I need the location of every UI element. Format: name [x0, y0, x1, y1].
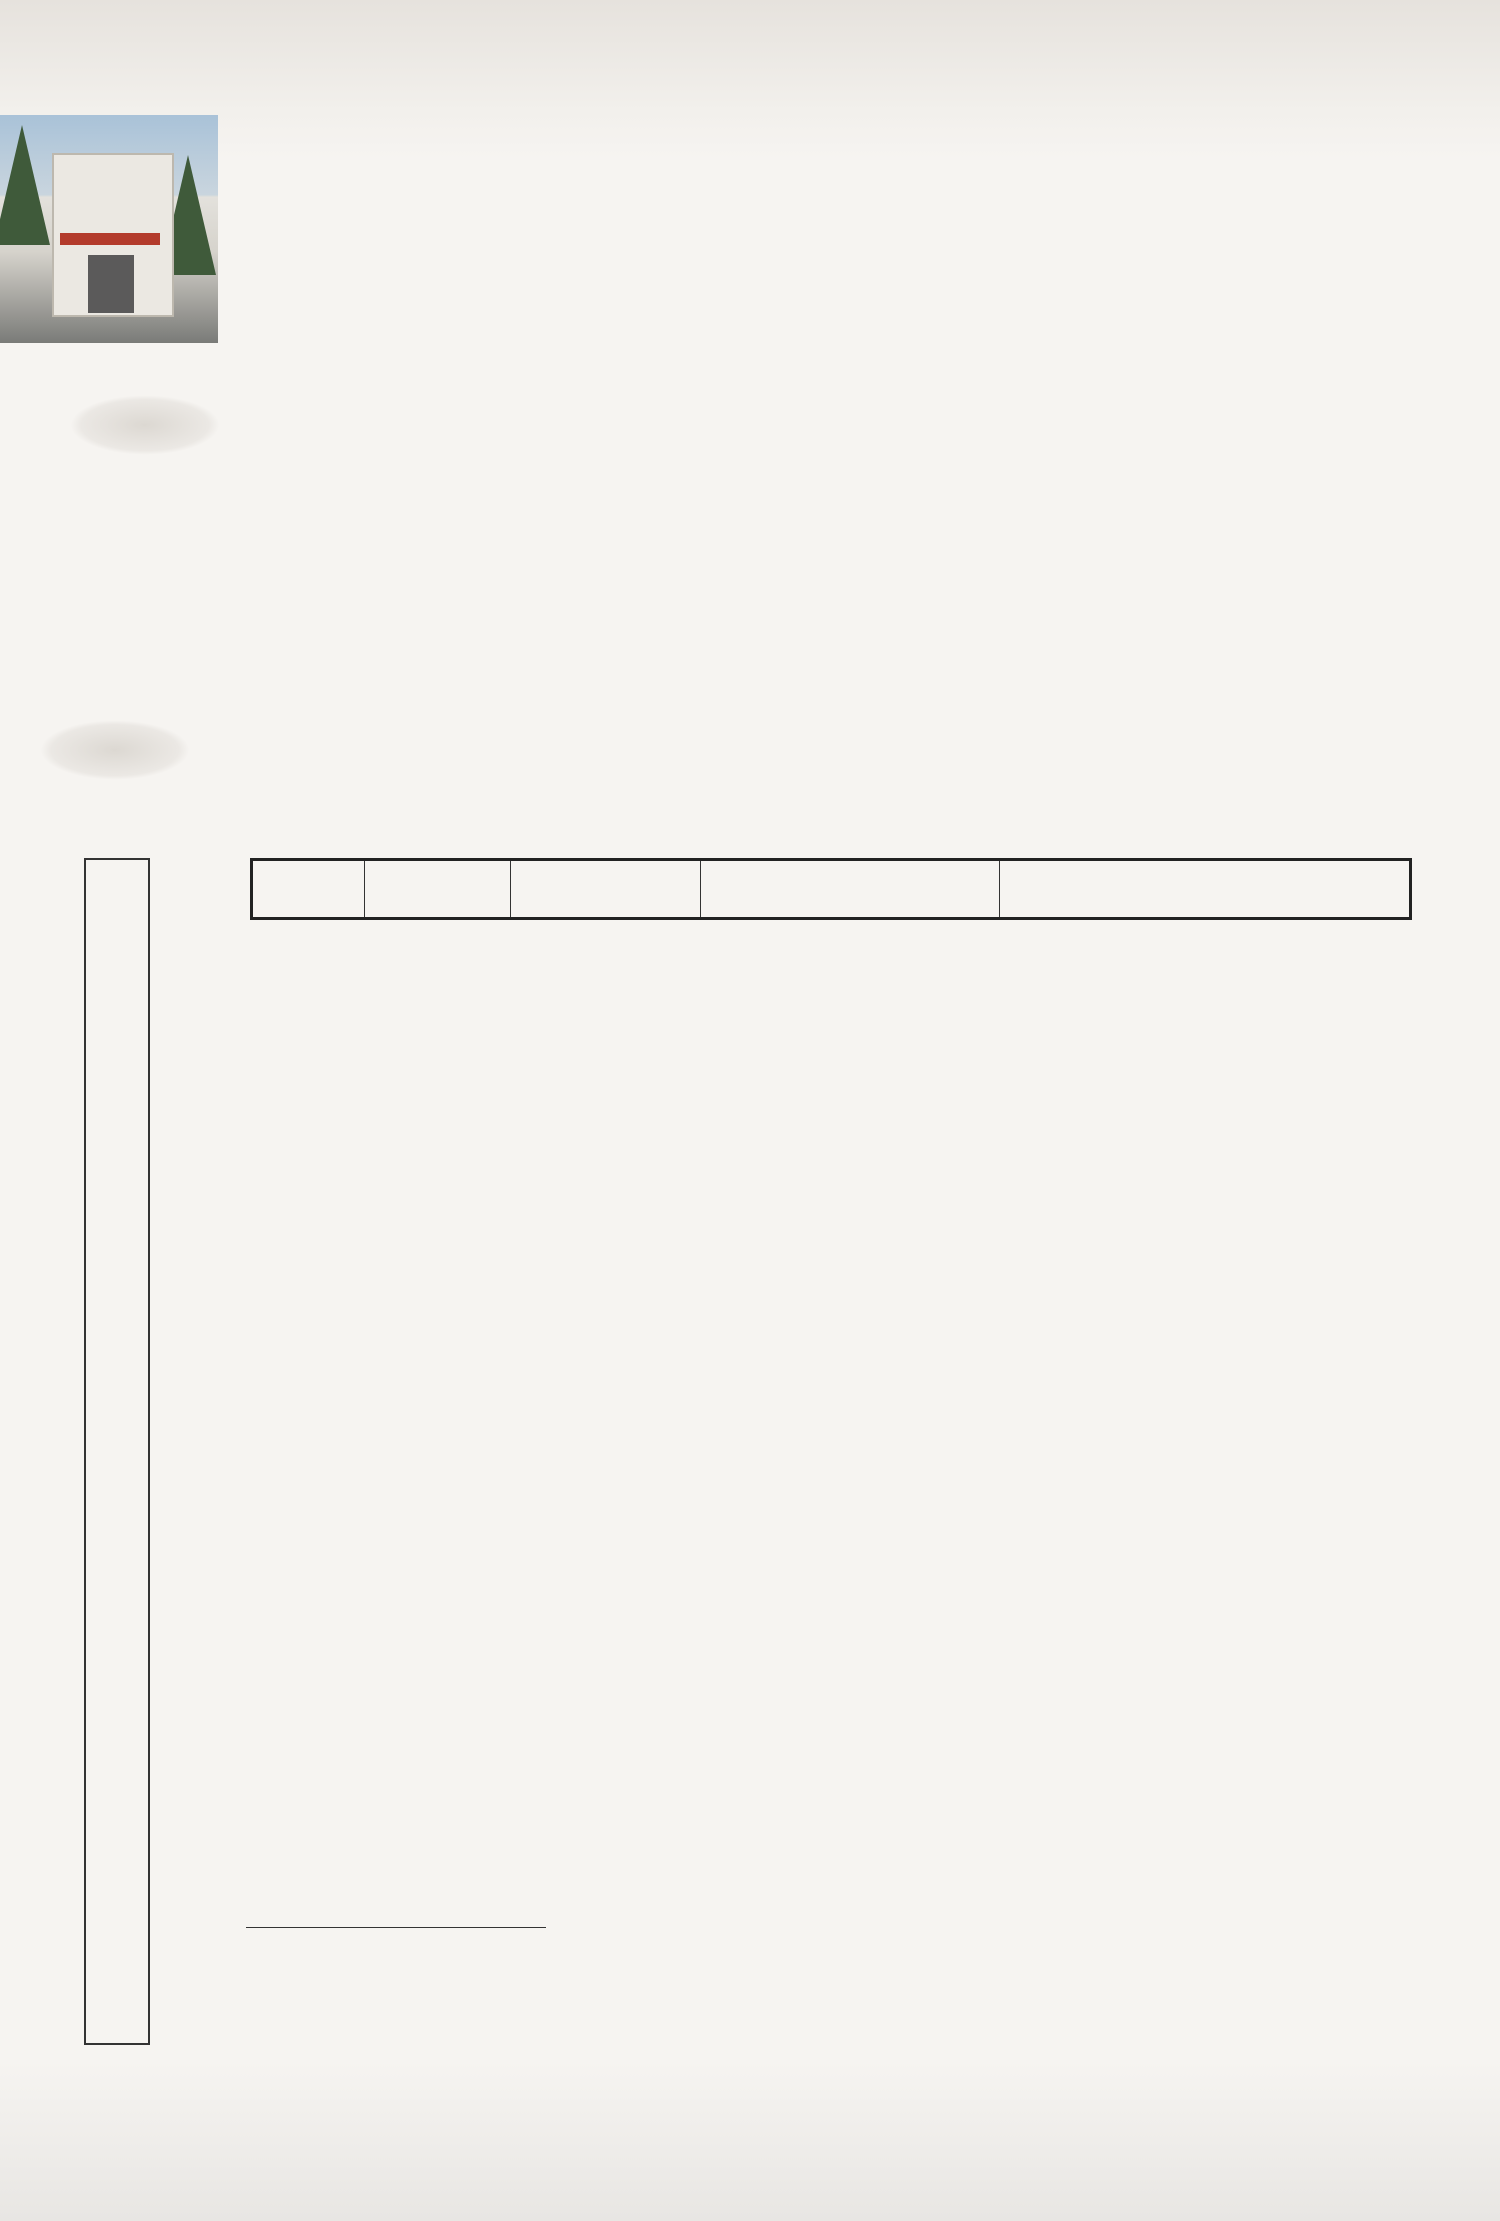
header-election-date — [511, 860, 701, 919]
decorative-wave-footer — [0, 2060, 1500, 2221]
swirl-ornament — [70, 395, 220, 455]
chapter-tabs — [84, 858, 150, 2045]
swirl-ornament — [40, 720, 190, 780]
header-term-no — [252, 860, 365, 919]
table-header-row — [252, 860, 1411, 919]
decorative-cloud-header — [0, 0, 1500, 160]
footnote-divider — [246, 1927, 546, 1928]
header-name — [364, 860, 511, 919]
mayor-history-table — [250, 858, 1412, 920]
township-office-photo — [0, 115, 218, 343]
header-term-period — [700, 860, 999, 919]
header-remarks — [1000, 860, 1411, 919]
